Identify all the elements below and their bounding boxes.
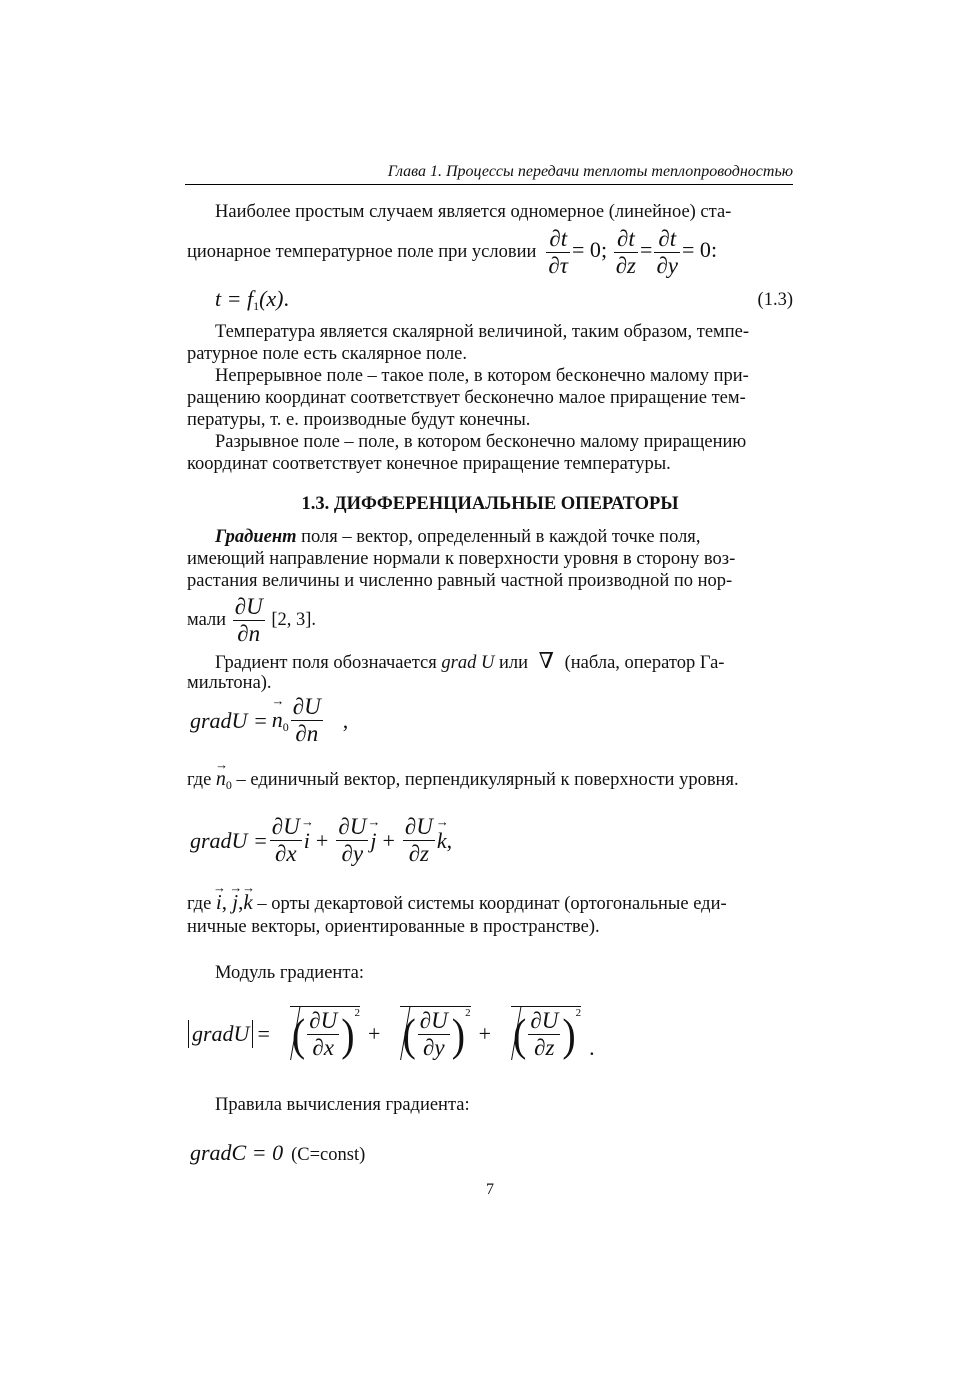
cond-eq0-2: = 0 xyxy=(682,236,711,262)
cond-den-y: ∂y xyxy=(656,252,679,278)
mod-plus-2: + xyxy=(478,1020,491,1046)
intro-line-1: Наиболее простым случаем является одномерное (линейное) ста- xyxy=(215,202,732,222)
mod-x-power: 2 xyxy=(354,1007,361,1019)
notation-or: или xyxy=(498,653,528,673)
equation-grad-components xyxy=(190,814,452,867)
gradient-def-ref: [2, 3]. xyxy=(271,609,317,630)
notation-line-1 xyxy=(187,650,793,674)
continuous-line-3: пературы, т. е. производные будут конечны. xyxy=(187,410,531,430)
cond-num-3: ∂t xyxy=(658,225,677,251)
cond-sep: ; xyxy=(600,236,608,262)
frac-dy-den: ∂y xyxy=(336,840,368,867)
frac-dz-den: ∂z xyxy=(403,840,435,867)
orts-sep-1: , xyxy=(221,890,228,914)
grad-const-note: (C=const) xyxy=(291,1145,366,1165)
frac-dz xyxy=(403,814,435,867)
dU-dn-fraction xyxy=(233,594,265,647)
frac-dx xyxy=(270,814,302,867)
mod-x-den: ∂x xyxy=(307,1034,339,1061)
sqrt-term-x: ( $\frac{\partial U}{\partial x}$ )$^2$ xyxy=(291,1007,361,1061)
equation-number-1-3: (1.3) xyxy=(757,290,793,310)
discontinuous-line-1: Разрывное поле – поле, в котором бесконечно малому приращению xyxy=(215,432,747,452)
mod-y-den: ∂y xyxy=(418,1034,450,1061)
mod-plus-1: + xyxy=(368,1020,381,1046)
frac-dx-num: ∂U xyxy=(271,814,300,839)
frac-dy xyxy=(336,814,368,867)
eq13-lhs: t = f xyxy=(215,286,254,311)
gradient-def-line-4-pre: мали xyxy=(187,609,227,630)
frac-dx-den: ∂x xyxy=(270,840,302,867)
plus-1: + xyxy=(315,827,329,853)
discontinuous-line-2: координат соответствует конечное приращение температуры. xyxy=(187,454,671,474)
eq-grad-n-comma: , xyxy=(342,707,349,733)
cond-eq: = xyxy=(640,236,653,262)
orts-sep-2: , xyxy=(238,890,244,914)
intro-line-2 xyxy=(187,226,793,278)
n-vector: → n xyxy=(272,707,283,733)
cond-num-1: ∂t xyxy=(549,225,568,251)
mod-y-num: ∂U xyxy=(419,1008,448,1034)
modulus-label: Модуль градиента: xyxy=(215,963,364,983)
intro-line-2-text: ционарное температурное поле при условии xyxy=(187,242,537,262)
modulus-period: . xyxy=(589,1035,595,1061)
orts-i: → i xyxy=(216,891,222,913)
scalar-line-1: Температура является скалярной величиной, таким образом, темпе- xyxy=(215,322,750,342)
modulus-eq: = xyxy=(257,1020,270,1046)
cond-den-z: ∂z xyxy=(615,252,637,278)
header-rule xyxy=(185,184,793,185)
n-sub: 0 xyxy=(282,719,289,734)
n0-description xyxy=(187,768,793,796)
n0-vector: → n xyxy=(216,768,226,790)
grad-const-lhs: gradC = 0 xyxy=(190,1140,284,1165)
cond-eq0-1: = 0 xyxy=(572,236,601,262)
gradient-term: Градиент xyxy=(215,527,297,547)
mod-z-power: 2 xyxy=(575,1007,582,1019)
gradient-def-line-2: имеющий направление нормали к поверхности уровня в сторону воз- xyxy=(187,549,736,569)
orts-post: – орты декартовой системы координат (ортогональные еди- xyxy=(257,894,727,914)
mod-z-den: ∂z xyxy=(528,1034,560,1061)
equation-1-3 xyxy=(215,286,289,314)
stationary-condition xyxy=(544,226,717,279)
equation-grad-normal xyxy=(190,694,348,747)
eq13-sub: 1 xyxy=(253,299,260,313)
modulus-lhs: gradU xyxy=(188,1020,253,1048)
gradient-def-line-4 xyxy=(187,594,793,647)
k-vector: → k xyxy=(437,828,447,854)
mod-y-power: 2 xyxy=(465,1007,471,1019)
plus-2: + xyxy=(382,827,395,853)
nabla-symbol: ∇ xyxy=(538,648,554,673)
eq-xyz-comma: , xyxy=(446,827,453,853)
sqrt-term-y: ( $\frac{\partial U}{\partial y}$ )$^2$ xyxy=(402,1007,471,1061)
rules-label: Правила вычисления градиента: xyxy=(215,1095,470,1115)
notation-line-2: мильтона). xyxy=(187,673,272,693)
equation-grad-const xyxy=(190,1140,365,1166)
equation-modulus xyxy=(188,1006,595,1061)
orts-pre: где xyxy=(187,894,212,914)
n0-desc-pre: где xyxy=(187,770,212,790)
eq-grad-n-num: ∂U xyxy=(292,694,321,719)
n0-desc-post: – единичный вектор, перпендикулярный к поверхности уровня. xyxy=(236,770,739,790)
cond-den-tau: ∂τ xyxy=(548,252,569,278)
mod-x-num: ∂U xyxy=(309,1008,338,1034)
orts-line-2: ничные векторы, ориентированные в пространстве). xyxy=(187,917,600,937)
continuous-line-2: ращению координат соответствует бесконечно малое приращение тем- xyxy=(187,388,746,408)
n0-sub: 0 xyxy=(225,778,232,792)
dU-dn-den: ∂n xyxy=(233,620,265,647)
section-title: 1.3. ДИФФЕРЕНЦИАЛЬНЫЕ ОПЕРАТОРЫ xyxy=(301,494,679,514)
eq13-rhs: (x) xyxy=(259,286,284,311)
i-vector: → i xyxy=(304,828,310,854)
gradient-def-line-3: растания величины и численно равный частной производной по нор- xyxy=(187,571,733,591)
notation-pre: Градиент поля обозначается xyxy=(215,653,437,673)
sqrt-term-z: ( $\frac{\partial U}{\partial z}$ )$^2$ xyxy=(513,1007,582,1061)
orts-k: → k xyxy=(243,891,252,913)
eq-grad-n-den: ∂n xyxy=(291,720,323,747)
orts-line-1 xyxy=(187,891,793,915)
scalar-line-2: ратурное поле есть скалярное поле. xyxy=(187,344,468,364)
eq-grad-n-lhs: gradU = xyxy=(190,707,268,733)
eq-xyz-lhs: gradU = xyxy=(190,827,268,853)
eq-grad-n-fraction xyxy=(291,694,323,747)
eq13-period: . xyxy=(283,286,289,311)
orts-j: → j xyxy=(232,891,238,913)
mod-z-num: ∂U xyxy=(530,1008,559,1034)
running-header: Глава 1. Процессы передачи теплоты теплопроводностью xyxy=(387,163,793,180)
dU-dn-num: ∂U xyxy=(234,594,263,619)
j-vector: → j xyxy=(370,828,376,854)
gradient-def-line-1 xyxy=(187,526,793,548)
gradient-def-line-1-rest: поля – вектор, определенный в каждой точке поля, xyxy=(301,527,701,547)
continuous-line-1: Непрерывное поле – такое поле, в котором бесконечно малому при- xyxy=(215,366,749,386)
notation-post: (набла, оператор Га- xyxy=(564,653,725,673)
notation-grad: grad U xyxy=(441,653,495,673)
frac-dy-num: ∂U xyxy=(338,814,367,839)
frac-dz-num: ∂U xyxy=(404,814,433,839)
page-number: 7 xyxy=(486,1181,494,1198)
cond-end: : xyxy=(710,236,718,262)
cond-num-2: ∂t xyxy=(616,225,635,251)
